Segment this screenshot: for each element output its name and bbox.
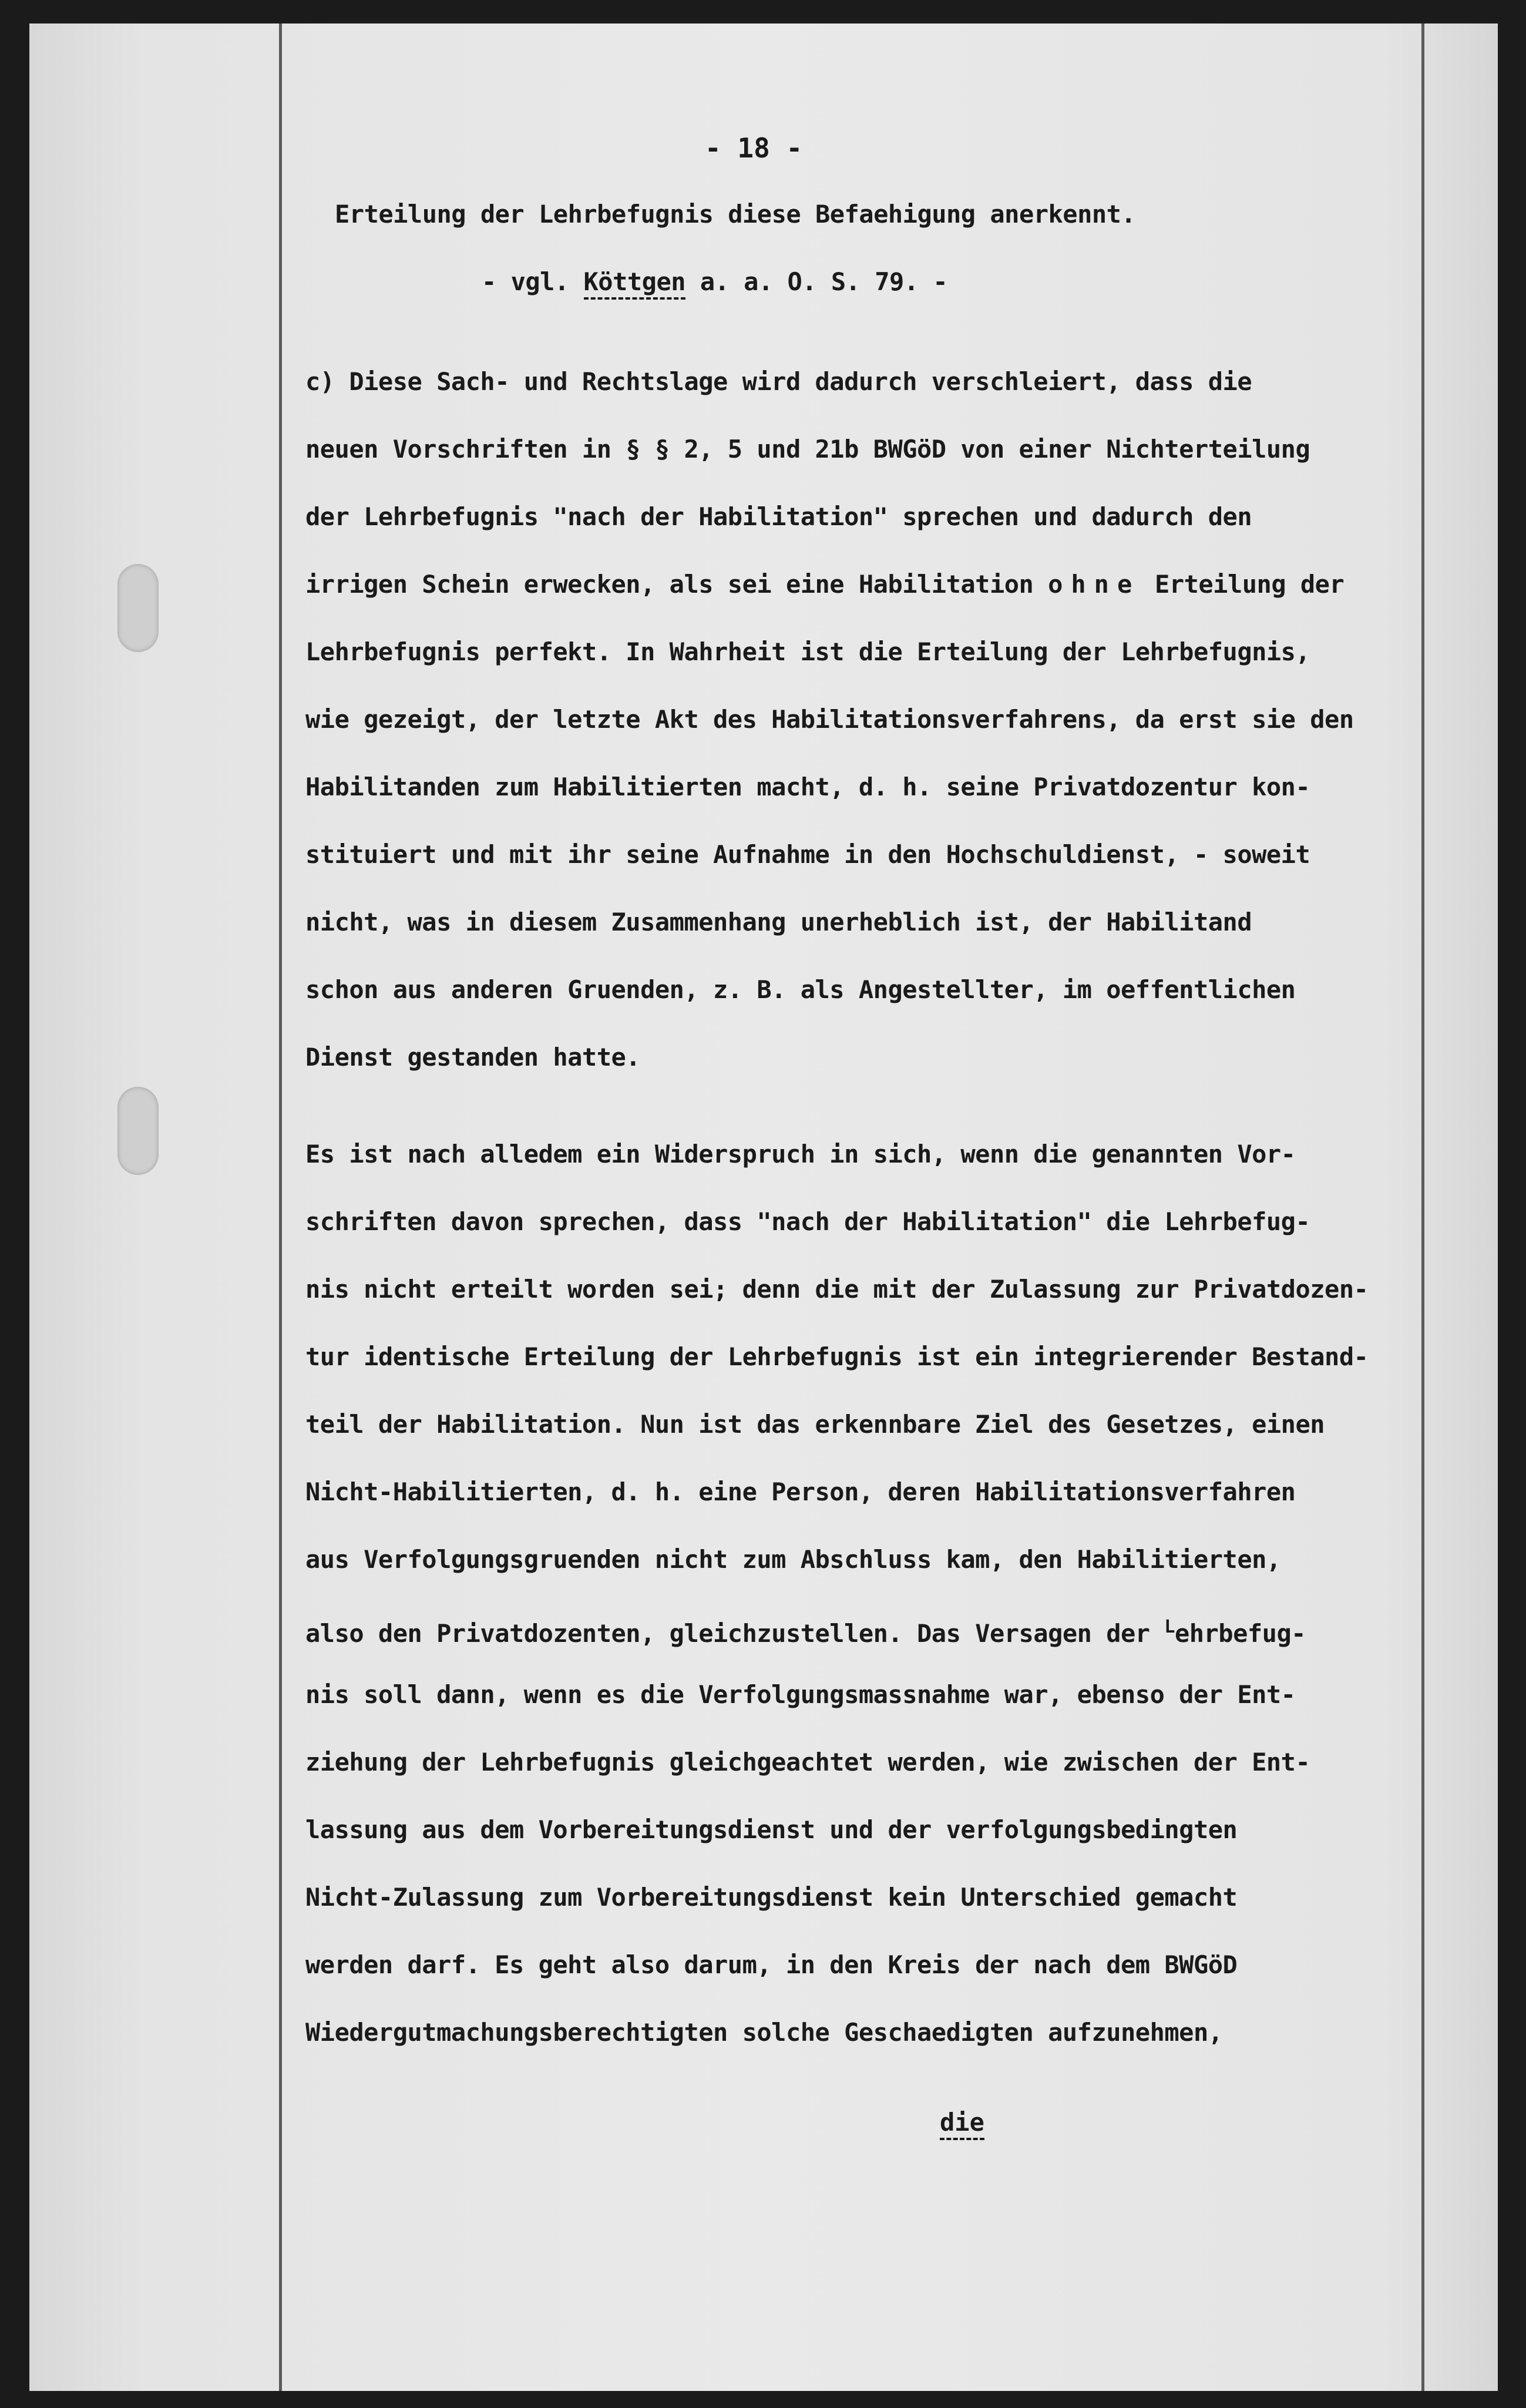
text-line: stituiert und mit ihr seine Aufnahme in den Hochschuldienst, - soweit [305,840,1310,869]
text-line: werden darf. Es geht also darum, in den Kreis der nach dem BWGöD [305,1950,1238,1979]
punch-hole-upper [117,564,159,652]
text-line: Nicht-Zulassung zum Vorbereitungsdienst kein Unterschied gemacht [305,1883,1238,1912]
text-line: Erteilung der Lehrbefugnis diese Befaehigung anerkennt. [335,200,1136,229]
text-line: aus Verfolgungsgruenden nicht zum Abschluss kam, den Habilitierten, [305,1545,1281,1574]
superscript-letter: L [1164,1617,1175,1637]
text-span: ehrbefug- [1174,1619,1306,1648]
text-line: Dienst gestanden hatte. [305,1043,641,1072]
citation-author: Köttgen [584,267,686,300]
punch-hole-lower [117,1087,159,1175]
text-line: der Lehrbefugnis "nach der Habilitation" sprechen und dadurch den [305,502,1252,531]
text-line: wie gezeigt, der letzte Akt des Habilitationsverfahrens, da erst sie den [305,705,1354,734]
text-span: irrigen Schein erwecken, als sei eine Habilitation [305,570,1048,599]
text-line: Habilitanden zum Habilitierten macht, d. h. seine Privatdozentur kon- [305,773,1310,801]
text-line: Wiedergutmachungsberechtigten solche Geschaedigten aufzunehmen, [305,2018,1223,2047]
text-line: nicht, was in diesem Zusammenhang unerheblich ist, der Habilitand [305,908,1252,936]
citation-prefix: - vgl. [482,267,584,296]
text-line: Es ist nach alledem ein Widerspruch in sich, wenn die genannten Vor- [305,1140,1296,1168]
text-span: Erteilung der [1140,570,1345,599]
text-line [305,570,1344,599]
text-span: also den Privatdozenten, gleichzustellen. Das Versagen der [305,1619,1165,1648]
emphasis-spaced: ohne [1048,570,1141,599]
text-line: tur identische Erteilung der Lehrbefugnis ist ein integrierender Bestand- [305,1342,1369,1371]
text-line: c) Diese Sach- und Rechtslage wird dadurch verschleiert, dass die [305,367,1252,396]
text-line: ziehung der Lehrbefugnis gleichgeachtet werden, wie zwischen der Ent- [305,1748,1310,1776]
catchword: die [940,2108,984,2140]
text-line: schon aus anderen Gruenden, z. B. als Angestellter, im oeffentlichen [305,975,1296,1004]
text-line: Lehrbefugnis perfekt. In Wahrheit ist die Erteilung der Lehrbefugnis, [305,637,1310,666]
text-line: schriften davon sprechen, dass "nach der Habilitation" die Lehrbefug- [305,1207,1310,1236]
text-line: neuen Vorschriften in § § 2, 5 und 21b BWGöD von einer Nichterteilung [305,435,1310,464]
right-margin-rule [1421,23,1424,2391]
text-line: nis nicht erteilt worden sei; denn die mit der Zulassung zur Privatdozen- [305,1275,1369,1304]
text-line: teil der Habilitation. Nun ist das erkennbare Ziel des Gesetzes, einen [305,1410,1325,1439]
page-number: - 18 - [705,132,803,164]
citation-line [482,267,947,297]
left-margin-rule [279,23,282,2391]
text-line: lassung aus dem Vorbereitungsdienst und der verfolgungsbedingten [305,1815,1238,1844]
text-line: nis soll dann, wenn es die Verfolgungsmassnahme war, ebenso der Ent- [305,1680,1296,1709]
text-line: Nicht-Habilitierten, d. h. eine Person, deren Habilitationsverfahren [305,1477,1296,1506]
citation-suffix: a. a. O. S. 79. - [685,267,948,296]
text-line [305,1613,1306,1648]
